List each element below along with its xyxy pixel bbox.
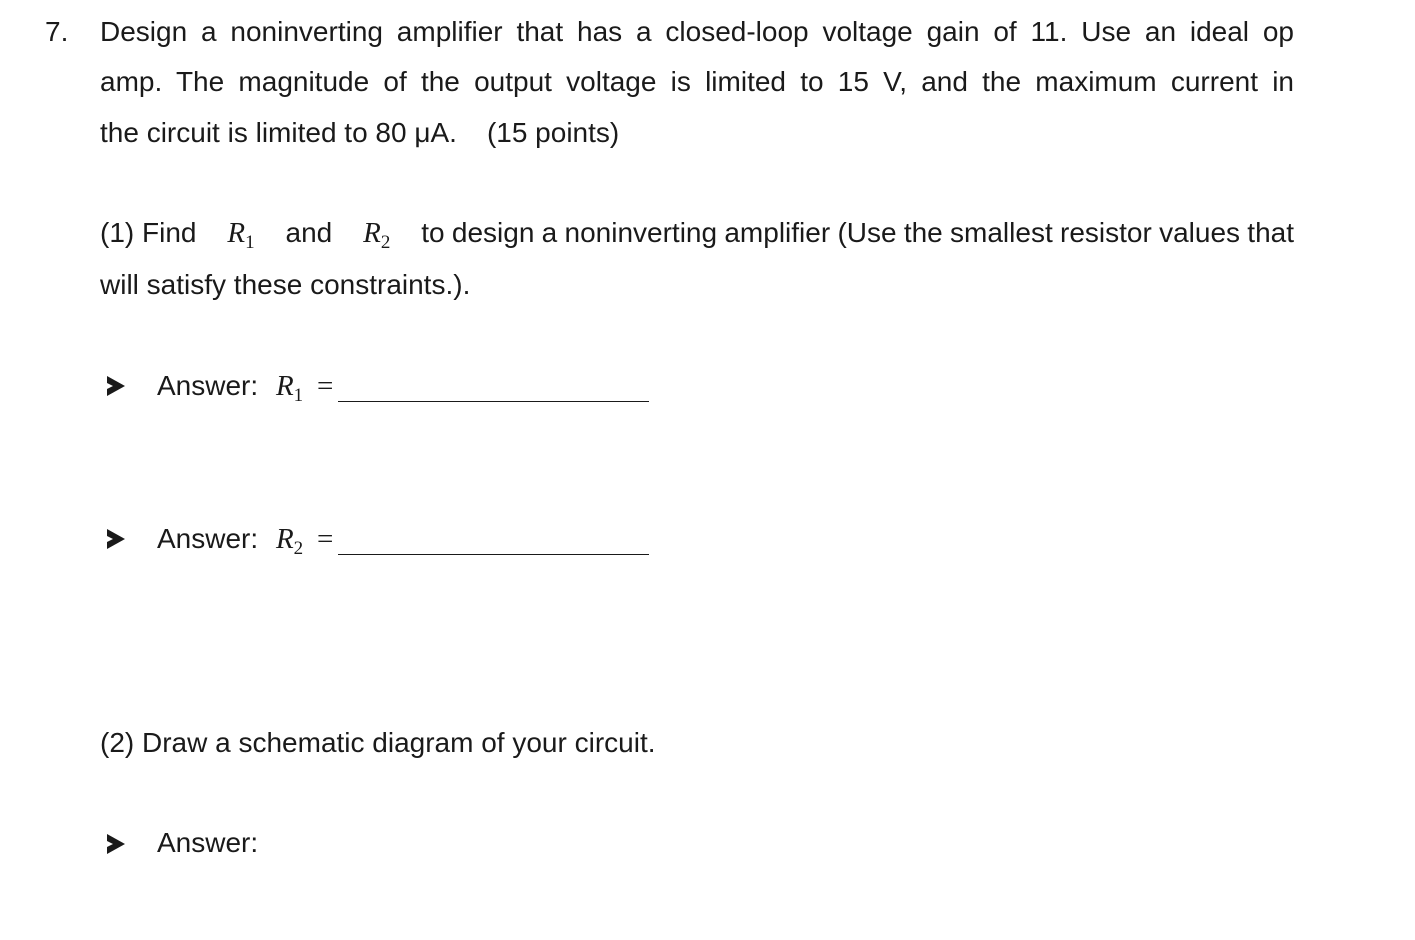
answer-r1-equals: = (316, 370, 334, 402)
answer-r2-row (157, 523, 334, 559)
answer-r1-row (157, 370, 334, 406)
part1-and: and (285, 217, 333, 248)
answer-r1-blank[interactable] (338, 401, 649, 402)
part2-text: (2) Draw a schematic diagram of your circuit. (100, 727, 656, 758)
arrow-bullet-icon (107, 834, 125, 854)
answer-r2-blank[interactable] (338, 554, 649, 555)
var-r1: $R_1$ (227, 217, 255, 253)
question-text-line-3-content: the circuit is limited to 80 μA. (100, 117, 457, 148)
part1-line-1 (100, 217, 1294, 253)
part1-prefix: (1) Find (100, 217, 197, 248)
question-text-line-2: amp. The magnitude of the output voltage is limited to 15 V, and the maximum current in (100, 66, 1294, 97)
question-text-line-3 (100, 117, 619, 149)
answer-r2-equals: = (316, 523, 334, 555)
answer-label: Answer: (157, 523, 259, 554)
part1-line-2: will satisfy these constraints.). (100, 269, 471, 300)
question-text-line-1: Design a noninverting amplifier that has a closed-loop voltage gain of 11. Use an ideal op (100, 16, 1294, 47)
arrow-bullet-icon (107, 529, 125, 549)
var-r2: $R_2$ (363, 217, 391, 253)
answer-r1-var: $R_1$ (275, 370, 304, 406)
question-number: 7. (45, 16, 69, 47)
arrow-bullet-icon (107, 376, 125, 396)
answer-label: Answer: (157, 370, 259, 401)
points-label: (15 points) (486, 117, 620, 148)
part2-answer-label: Answer: (157, 827, 259, 858)
part1-suffix: to design a noninverting amplifier (Use the smallest resistor values that (421, 217, 1294, 248)
answer-r2-var: $R_2$ (275, 523, 304, 559)
